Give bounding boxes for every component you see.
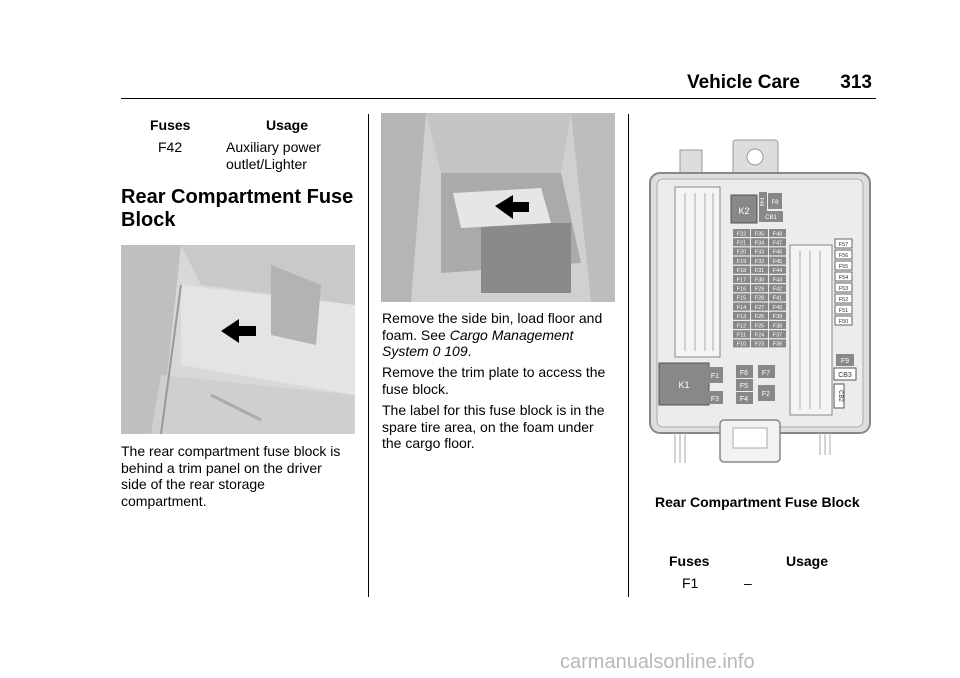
fuse-f49-label: F49 [758, 197, 764, 207]
fuse-label: F14 [736, 304, 747, 311]
fuse-block-diagram [645, 135, 875, 465]
fuse-label: F42 [772, 286, 783, 293]
fuse-label: F44 [772, 268, 783, 275]
paragraph-line: side of the rear storage [121, 476, 265, 492]
fuse-label: F55 [838, 264, 849, 270]
fuse-label: F30 [754, 277, 765, 284]
fuse-f5-label: F5 [739, 383, 749, 390]
col2-paragraph-2 [382, 364, 605, 397]
page-header-title: Vehicle Care [686, 72, 800, 93]
breaker-cb1-label: CB1 [765, 215, 777, 221]
fuse-label: F17 [736, 277, 747, 284]
fuse-label: F48 [772, 231, 783, 238]
header-rule [121, 98, 876, 99]
fuse-label: F40 [772, 304, 783, 311]
section-title-line: Block [121, 209, 176, 231]
text-run: foam. See [382, 326, 450, 343]
fuse-label: F16 [736, 286, 747, 293]
fuse-label: F12 [736, 323, 747, 330]
fuse-label: F50 [838, 319, 849, 325]
relay-k1-label: K1 [678, 380, 690, 390]
breaker-cb3-label: CB3 [838, 372, 852, 379]
fuse-label: F39 [772, 314, 783, 321]
fuse-f2-label: F2 [761, 391, 771, 398]
usage-line: Auxiliary power [226, 139, 321, 155]
col2-paragraph-1 [382, 310, 602, 360]
fuse-f7-label: F7 [761, 370, 771, 377]
table-cell-fuse: F42 [158, 139, 183, 155]
fuse-label: F46 [772, 249, 783, 256]
text-run: . [467, 343, 472, 359]
side-bin-photo [381, 113, 615, 302]
cargo-area-photo [121, 245, 355, 434]
fuse-label: F27 [754, 304, 765, 311]
fuse-label: F10 [736, 341, 747, 348]
table-header-usage: Usage [786, 553, 829, 569]
table-header-fuses: Fuses [150, 117, 191, 133]
fuse-f8-label: F8 [771, 200, 779, 206]
fuse-label: F43 [772, 277, 783, 284]
fuse-label: F47 [772, 240, 783, 247]
col1-paragraph [121, 443, 340, 509]
cross-reference-link[interactable]: System [382, 343, 429, 359]
paragraph-line: Remove the trim plate to access the [382, 364, 606, 380]
table-cell-usage: – [744, 575, 752, 591]
fuse-f1-label: F1 [710, 373, 720, 380]
fuse-label: F57 [838, 242, 849, 248]
fuse-f9-label: F9 [840, 358, 850, 365]
fuse-label: F18 [736, 268, 747, 275]
paragraph-line: The label for this fuse block is in the [382, 402, 605, 418]
table-cell-fuse: F1 [682, 575, 699, 591]
paragraph-line: the cargo floor. [382, 435, 475, 451]
fuse-label: F45 [772, 258, 783, 265]
relay-k2-label: K2 [738, 206, 750, 216]
paragraph-line: The rear compartment fuse block is [121, 443, 341, 459]
fuse-label: F29 [754, 286, 765, 293]
table-header-usage: Usage [266, 117, 309, 133]
fuse-label: F23 [754, 341, 765, 348]
fuse-label: F20 [736, 249, 747, 256]
fuse-label: F32 [754, 258, 765, 265]
fuse-label: F25 [754, 323, 765, 330]
watermark: carmanualsonline.info [560, 651, 755, 673]
paragraph-line: spare tire area, on the foam under [382, 418, 594, 435]
col2-paragraph-3 [382, 402, 605, 452]
fuse-label: F19 [736, 258, 747, 265]
fuse-label: F34 [754, 240, 765, 247]
page-number: 313 [840, 72, 872, 93]
fuse-f3-label: F3 [710, 396, 720, 403]
paragraph-line [382, 343, 602, 360]
paragraph-line: behind a trim panel on the driver [121, 459, 322, 476]
table-cell-usage [226, 139, 321, 172]
fuse-label: F37 [772, 332, 783, 339]
column-divider-1 [368, 114, 369, 597]
fuse-label: F38 [772, 323, 783, 330]
fuse-label: F28 [754, 295, 765, 302]
fuse-label: F53 [838, 286, 849, 292]
paragraph-line: compartment. [121, 492, 207, 509]
section-title [121, 186, 353, 232]
fuse-label: F33 [754, 249, 765, 256]
diagram-caption: Rear Compartment Fuse Block [655, 494, 860, 510]
fuse-label: F15 [736, 295, 747, 302]
fuse-label: F11 [736, 332, 747, 339]
fuse-label: F35 [754, 231, 765, 238]
fuse-label: F54 [838, 275, 849, 281]
page-reference[interactable]: 0 109 [428, 343, 468, 359]
fuse-label: F21 [736, 240, 747, 247]
cross-reference-link[interactable]: Cargo Management [449, 326, 574, 343]
fuse-f4-label: F4 [739, 396, 749, 403]
fuse-label: F24 [754, 332, 765, 339]
fuse-label: F31 [754, 268, 765, 275]
section-title-line: Rear Compartment Fuse [121, 186, 354, 208]
table-header-fuses: Fuses [669, 553, 710, 569]
paragraph-line: Remove the side bin, load floor and [382, 310, 603, 326]
fuse-label: F52 [838, 297, 849, 303]
fuse-label: F41 [772, 295, 783, 302]
fuse-label: F36 [772, 341, 783, 348]
paragraph-line: fuse block. [382, 380, 449, 397]
fuse-label: F51 [838, 308, 849, 314]
usage-line: outlet/Lighter [226, 155, 307, 172]
fuse-label: F22 [736, 231, 747, 238]
breaker-cb2-label: CB2 [837, 390, 843, 402]
paragraph-line [382, 327, 602, 344]
fuse-label: F26 [754, 314, 765, 321]
fuse-label: F56 [838, 253, 849, 259]
column-divider-2 [628, 114, 629, 597]
fuse-label: F13 [736, 314, 747, 321]
fuse-f6-label: F6 [739, 370, 749, 377]
